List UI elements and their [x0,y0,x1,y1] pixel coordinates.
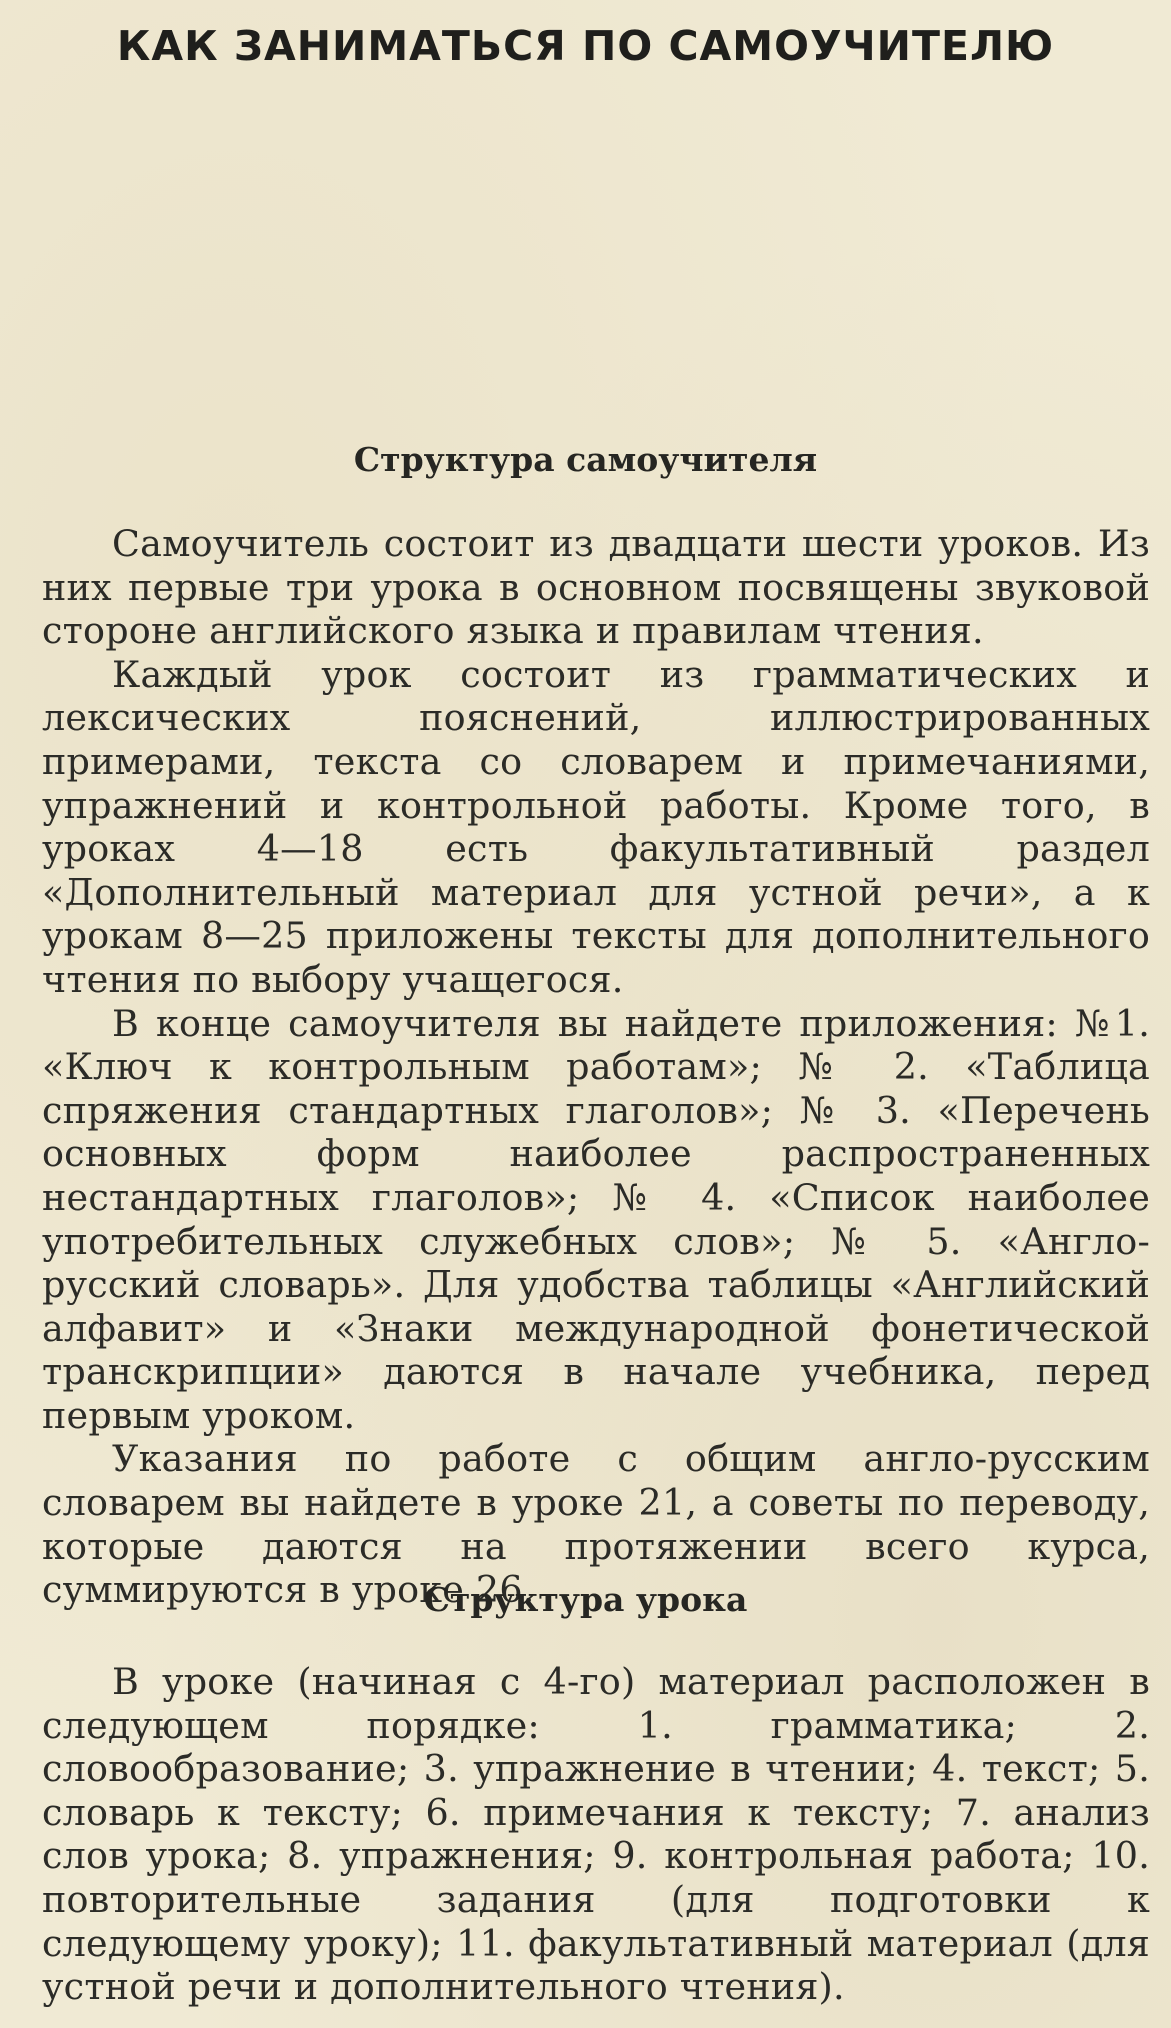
section-title-lesson-structure: Структура урока [423,1580,748,1619]
section-body-lesson-structure [42,1660,1150,2009]
section-title-textbook-structure: Структура самоучителя [353,440,818,479]
paragraph: В уроке (начиная с 4-го) материал расположен в следующем порядке: 1. грамматика; 2. словообразование; 3. упражнение в чтении; 4. текст; 5. словарь к тексту; 6. примечания к тексту; 7. анализ слов урока; 8. упражнения; 9. контрольная работа; 10. повторительные задания (для подготовки к следующему уроку); 11. факультативный материал (для устной речи и дополнительного чтения). [42,1660,1150,2009]
page-title: КАК ЗАНИМАТЬСЯ ПО САМОУЧИТЕЛЮ [116,22,1055,70]
paragraph: Указания по работе с общим англо-русским словарем вы найдете в уроке 21, а советы по переводу, которые даются на протяжении всего курса, суммируются в уроке 26. [42,1437,1150,1612]
paragraph: Самоучитель состоит из двадцати шести уроков. Из них первые три урока в основном посвящены звуковой стороне английского языка и правилам чтения. [42,522,1150,653]
paragraph: В конце самоучителя вы найдете приложения: №1. «Ключ к контрольным работам»; № 2. «Таблица спряжения стандартных глаголов»; № 3. «Перечень основных форм наиболее распространенных нестандартных глаголов»; № 4. «Список наиболее употребительных служебных слов»; № 5. «Англо-русский словарь». Для удобства таблицы «Английский алфавит» и «Знаки международной фонетической транскрипции» даются в начале учебника, перед первым уроком. [42,1001,1150,1437]
section-body-textbook-structure [42,522,1150,1612]
paragraph: Каждый урок состоит из грамматических и лексических пояснений, иллюстрированных примерами, текста со словарем и примечаниями, упражнений и контрольной работы. Кроме того, в уроках 4—18 есть факультативный раздел «Дополнительный материал для устной речи», а к урокам 8—25 приложены тексты для дополнительного чтения по выбору учащегося. [42,652,1150,1001]
